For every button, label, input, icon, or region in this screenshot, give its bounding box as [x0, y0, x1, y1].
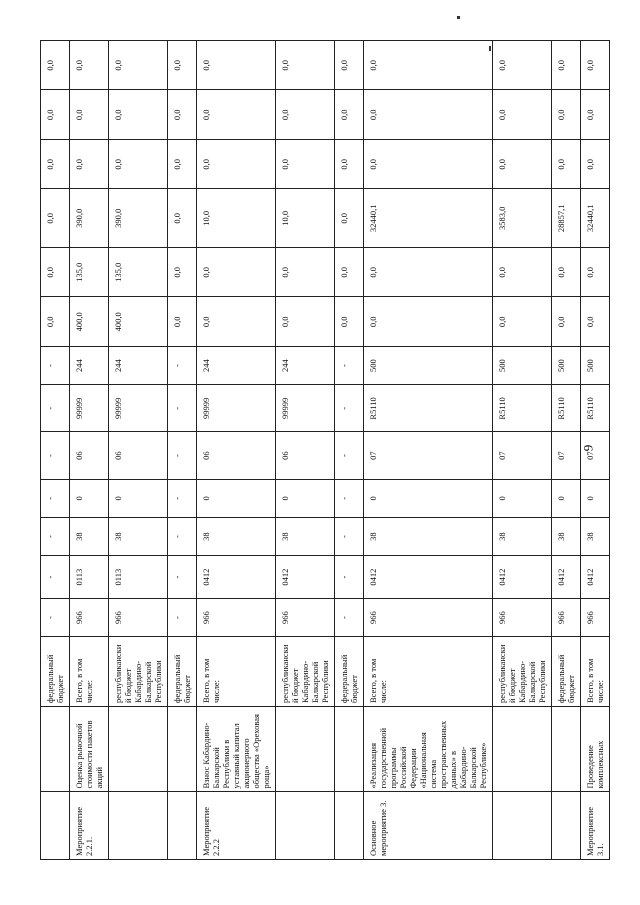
measure-cell [41, 792, 70, 860]
value-cell: 0,0 [109, 41, 168, 91]
value-cell: 99999 [197, 385, 276, 432]
value-cell: 10,0 [197, 189, 276, 248]
value-cell: 0 [493, 479, 552, 517]
value-cell: 0,0 [276, 90, 335, 140]
value-cell: 0 [276, 479, 335, 517]
funding-source-cell: Всего, в том числе: [581, 637, 610, 707]
value-cell: 38 [197, 518, 276, 556]
value-cell: 0,0 [197, 297, 276, 347]
value-cell: 0,0 [552, 297, 581, 347]
value-cell: 0,0 [335, 189, 364, 248]
value-cell: 32440,1 [364, 189, 493, 248]
value-cell: 966 [70, 599, 109, 637]
value-cell: 966 [364, 599, 493, 637]
value-cell: 966 [552, 599, 581, 637]
value-cell: 135,0 [70, 248, 109, 298]
value-cell: 400,0 [109, 297, 168, 347]
value-cell: 0,0 [41, 140, 70, 190]
description-cell [276, 707, 335, 793]
measure-cell [493, 792, 552, 860]
value-cell: 0,0 [581, 297, 610, 347]
value-cell: 244 [276, 347, 335, 385]
value-cell: 0,0 [197, 140, 276, 190]
description-cell [552, 707, 581, 793]
value-cell: 0,0 [364, 140, 493, 190]
value-cell: - [41, 347, 70, 385]
value-cell: 0 [197, 479, 276, 517]
page-number: 9 [580, 444, 596, 452]
description-cell: Проведение комплексных [581, 707, 610, 793]
table-row [197, 41, 276, 860]
value-cell: 0 [364, 479, 493, 517]
value-cell: 0,0 [276, 41, 335, 91]
value-cell: 38 [493, 518, 552, 556]
value-cell: 0 [70, 479, 109, 517]
funding-source-cell: федеральный бюджет [552, 637, 581, 707]
description-cell [493, 707, 552, 793]
value-cell: 0,0 [335, 297, 364, 347]
value-cell: 0,0 [109, 90, 168, 140]
value-cell: 0,0 [581, 140, 610, 190]
value-cell: 0,0 [581, 41, 610, 91]
table-row [70, 41, 109, 860]
value-cell: - [168, 347, 197, 385]
value-cell: 966 [276, 599, 335, 637]
value-cell: - [168, 556, 197, 599]
measure-cell [168, 792, 197, 860]
value-cell: 0,0 [41, 248, 70, 298]
value-cell: 966 [581, 599, 610, 637]
value-cell: 0 [581, 479, 610, 517]
measure-cell: Мероприятие 3.1. [581, 792, 610, 860]
value-cell: 0,0 [335, 140, 364, 190]
scan-speck [457, 16, 460, 19]
value-cell: 0,0 [197, 90, 276, 140]
measure-cell: Мероприятие 2.2.1. [70, 792, 109, 860]
value-cell: 07 [552, 432, 581, 479]
value-cell: 28857,1 [552, 189, 581, 248]
value-cell: 99999 [70, 385, 109, 432]
value-cell: - [168, 385, 197, 432]
value-cell: 0,0 [276, 140, 335, 190]
value-cell: 0,0 [493, 297, 552, 347]
table-row [552, 41, 581, 860]
value-cell: 0,0 [493, 248, 552, 298]
measure-cell: Мероприятие 2.2.2 [197, 792, 276, 860]
value-cell: 0,0 [364, 248, 493, 298]
value-cell: 99999 [276, 385, 335, 432]
value-cell: 966 [109, 599, 168, 637]
value-cell: 07 [364, 432, 493, 479]
value-cell: 99999 [109, 385, 168, 432]
table-row [364, 41, 493, 860]
value-cell: - [335, 479, 364, 517]
value-cell: 966 [493, 599, 552, 637]
value-cell: 0412 [493, 556, 552, 599]
value-cell: 07 [581, 432, 610, 479]
value-cell: 0,0 [168, 297, 197, 347]
value-cell: 0,0 [168, 189, 197, 248]
table-row [581, 41, 610, 860]
value-cell: 966 [197, 599, 276, 637]
value-cell: 0,0 [168, 90, 197, 140]
value-cell: 0,0 [493, 90, 552, 140]
value-cell: 0,0 [364, 41, 493, 91]
value-cell: 0,0 [335, 90, 364, 140]
value-cell: - [335, 347, 364, 385]
measure-cell [276, 792, 335, 860]
value-cell: - [41, 385, 70, 432]
value-cell: 390,0 [70, 189, 109, 248]
value-cell: - [168, 479, 197, 517]
value-cell: 0412 [276, 556, 335, 599]
budget-table [40, 40, 610, 860]
value-cell: R5110 [552, 385, 581, 432]
value-cell: 0113 [70, 556, 109, 599]
value-cell: 244 [109, 347, 168, 385]
value-cell: 0,0 [276, 248, 335, 298]
value-cell: 0,0 [493, 140, 552, 190]
value-cell: 0,0 [168, 140, 197, 190]
value-cell: 0,0 [335, 41, 364, 91]
table-row [41, 41, 70, 860]
value-cell: 0,0 [41, 189, 70, 248]
table-row [276, 41, 335, 860]
value-cell: - [41, 432, 70, 479]
value-cell: 0,0 [364, 90, 493, 140]
measure-cell [552, 792, 581, 860]
value-cell: 0412 [581, 556, 610, 599]
value-cell: 0,0 [552, 140, 581, 190]
value-cell: 0,0 [168, 248, 197, 298]
value-cell: 0412 [552, 556, 581, 599]
value-cell: 0 [552, 479, 581, 517]
measure-cell [335, 792, 364, 860]
rotated-table-page [40, 40, 605, 860]
value-cell: 0,0 [581, 90, 610, 140]
value-cell: - [168, 518, 197, 556]
value-cell: 10,0 [276, 189, 335, 248]
value-cell: R5110 [364, 385, 493, 432]
value-cell: 0,0 [197, 248, 276, 298]
value-cell: 0412 [197, 556, 276, 599]
value-cell: R5110 [581, 385, 610, 432]
funding-source-cell: республиканский бюджет Кабардино-Балкарской Республики [109, 637, 168, 707]
description-cell: «Реализация государственной программы Российской Федерации «Национальная система пространственных данных» в Кабардино-Балкарской Республике» [364, 707, 493, 793]
measure-cell: Основное мероприятие 3. [364, 792, 493, 860]
value-cell: 0,0 [552, 90, 581, 140]
table-row [168, 41, 197, 860]
funding-source-cell: Всего, в том числе: [197, 637, 276, 707]
value-cell: - [41, 556, 70, 599]
value-cell: 500 [581, 347, 610, 385]
value-cell: - [335, 599, 364, 637]
funding-source-cell: Всего, в том числе: [364, 637, 493, 707]
description-cell: Взнос Кабардино-Балкарской Республики в уставный капитал акционерного общества «Ореховая роща» [197, 707, 276, 793]
value-cell: 07 [493, 432, 552, 479]
measure-cell [109, 792, 168, 860]
value-cell: 0,0 [276, 297, 335, 347]
description-cell [41, 707, 70, 793]
table-row [109, 41, 168, 860]
value-cell: 32440,1 [581, 189, 610, 248]
value-cell: 3583,0 [493, 189, 552, 248]
value-cell: 244 [197, 347, 276, 385]
value-cell: - [168, 432, 197, 479]
value-cell: 400,0 [70, 297, 109, 347]
value-cell: 500 [364, 347, 493, 385]
value-cell: 0,0 [70, 140, 109, 190]
value-cell: - [41, 479, 70, 517]
value-cell: 06 [70, 432, 109, 479]
value-cell: 06 [197, 432, 276, 479]
value-cell: 500 [552, 347, 581, 385]
value-cell: R5110 [493, 385, 552, 432]
value-cell: 06 [109, 432, 168, 479]
description-cell: Оценка рыночной стоимости пакетов акций [70, 707, 109, 793]
funding-source-cell: республиканский бюджет Кабардино-Балкарской Республики [493, 637, 552, 707]
description-cell [335, 707, 364, 793]
description-cell [109, 707, 168, 793]
value-cell: 0,0 [41, 297, 70, 347]
value-cell: 38 [276, 518, 335, 556]
value-cell: 0,0 [109, 140, 168, 190]
value-cell: - [335, 518, 364, 556]
value-cell: 38 [364, 518, 493, 556]
funding-source-cell: федеральный бюджет [335, 637, 364, 707]
description-cell [168, 707, 197, 793]
value-cell: 500 [493, 347, 552, 385]
value-cell: 0,0 [552, 248, 581, 298]
value-cell: - [335, 385, 364, 432]
value-cell: - [41, 518, 70, 556]
value-cell: 0,0 [70, 41, 109, 91]
value-cell: 0,0 [168, 41, 197, 91]
value-cell: 0 [109, 479, 168, 517]
value-cell: 38 [70, 518, 109, 556]
value-cell: 135,0 [109, 248, 168, 298]
value-cell: 0113 [109, 556, 168, 599]
value-cell: 0,0 [41, 41, 70, 91]
value-cell: 38 [552, 518, 581, 556]
value-cell: - [168, 599, 197, 637]
funding-source-cell: федеральный бюджет [168, 637, 197, 707]
value-cell: 0,0 [364, 297, 493, 347]
funding-source-cell: республиканский бюджет Кабардино-Балкарской Республики [276, 637, 335, 707]
value-cell: 0412 [364, 556, 493, 599]
value-cell: 0,0 [552, 41, 581, 91]
table-row [493, 41, 552, 860]
value-cell: 0,0 [197, 41, 276, 91]
value-cell: - [41, 599, 70, 637]
value-cell: 244 [70, 347, 109, 385]
value-cell: 0,0 [41, 90, 70, 140]
value-cell: 0,0 [493, 41, 552, 91]
value-cell: 390,0 [109, 189, 168, 248]
funding-source-cell: федеральный бюджет [41, 637, 70, 707]
value-cell: - [335, 556, 364, 599]
value-cell: 06 [276, 432, 335, 479]
value-cell: - [335, 432, 364, 479]
value-cell: 0,0 [335, 248, 364, 298]
value-cell: 0,0 [581, 248, 610, 298]
value-cell: 38 [109, 518, 168, 556]
funding-source-cell: Всего, в том числе: [70, 637, 109, 707]
value-cell: 0,0 [70, 90, 109, 140]
value-cell: 38 [581, 518, 610, 556]
table-row [335, 41, 364, 860]
